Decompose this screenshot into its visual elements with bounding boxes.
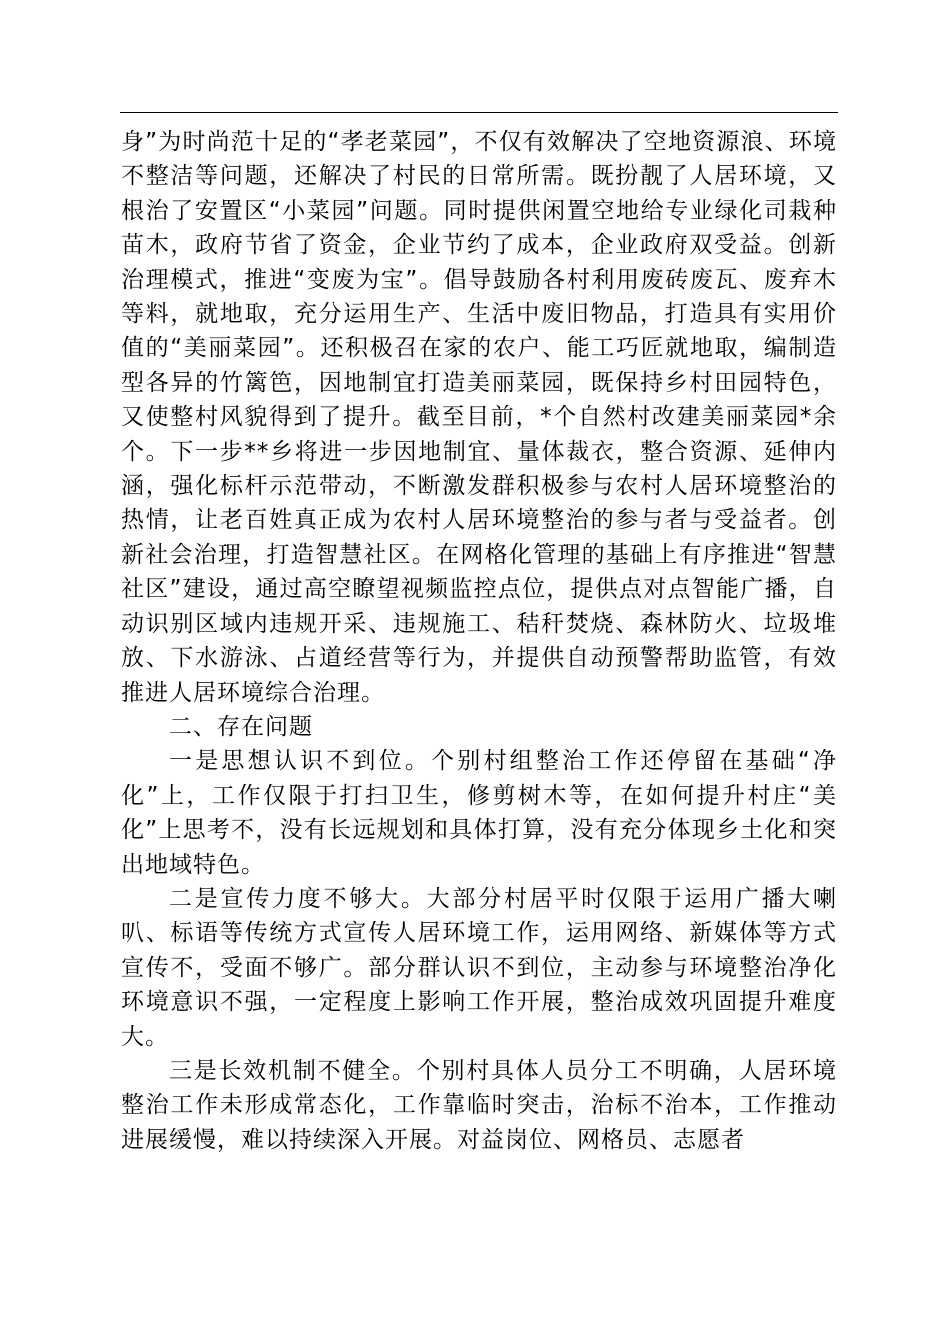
paragraph-issue-3: 三是长效机制不健全。个别村具体人员分工不明确，人居环境整治工作未形成常态化，工作靠临时突击，治标不治本，工作推动进展缓慢，难以持续深入开展。对益岗位、网格员、志愿者 <box>121 1057 837 1153</box>
header-rule <box>120 112 838 113</box>
paragraph-continuation: 身”为时尚范十足的“孝老菜园”，不仅有效解决了空地资源浪、环境不整洁等问题，还解决了村民的日常所需。既扮靓了人居环境，又根治了安置区“小菜园”问题。同时提供闲置空地给专业绿化司栽种苗木，政府节省了资金，企业节约了成本，企业政府双受益。创新治理模式，推进“变废为宝”。倡导鼓励各村利用废砖废瓦、废弃木等料，就地取，充分运用生产、生活中废旧物品，打造具有实用价值的“美丽菜园”。还积极召在家的农户、能工巧匠就地取，编制造型各异的竹篱笆，因地制宜打造美丽菜园，既保持乡村田园特色，又使整村风貌得到了提升。截至目前，*个自然村改建美丽菜园*余个。下一步**乡将进一步因地制宜、量体裁衣，整合资源、延伸内涵，强化标杆示范带动，不断激发群积极参与农村人居环境整治的热情，让老百姓真正成为农村人居环境整治的参与者与受益者。创新社会治理，打造智慧社区。在网格化管理的基础上有序推进“智慧社区”建设，通过高空瞭望视频监控点位，提供点对点智能广播，自动识别区域内违规开采、违规施工、秸秆焚烧、森林防火、垃圾堆放、下水游泳、占道经营等行为，并提供自动预警帮助监管，有效推进人居环境综合治理。 <box>121 129 837 706</box>
paragraph-issue-1: 一是思想认识不到位。个别村组整治工作还停留在基础“净化”上，工作仅限于打扫卫生，修剪树木等，在如何提升村庄“美化”上思考不，没有长远规划和具体打算，没有充分体现乡土化和突出地域特色。 <box>121 748 837 878</box>
section-heading: 二、存在问题 <box>169 713 313 740</box>
paragraph-issue-2: 二是宣传力度不够大。大部分村居平时仅限于运用广播大喇叭、标语等传统方式宣传人居环境工作，运用网络、新媒体等方式宣传不，受面不够广。部分群认识不到位，主动参与环境整治净化环境意识不强，一定程度上影响工作开展，整治成效巩固提升难度大。 <box>121 885 837 1050</box>
document-body <box>121 125 837 1157</box>
